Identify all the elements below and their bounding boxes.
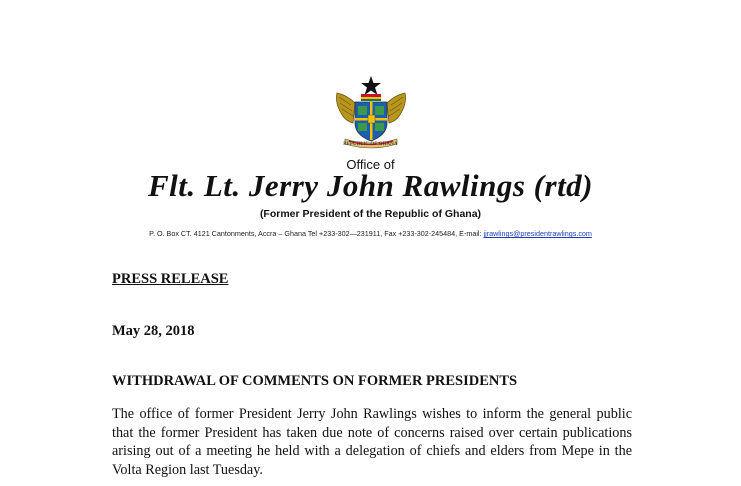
office-holder-name: Flt. Lt. Jerry John Rawlings (rtd) (147, 168, 594, 203)
office-of-label: Office of (346, 157, 395, 172)
body-paragraph: The office of former President Jerry John Rawlings wishes to inform the general public that the former President has taken due note of concerns raised over certain publications arising out of a meeting he held with a delegation of chiefs and elders from Mepe in the Volta Region last Tuesday. (112, 406, 632, 478)
office-holder-subtitle: (Former President of the Republic of Ghana) (259, 208, 482, 220)
release-date: May 28, 2018 (112, 323, 195, 339)
crest-caption: REPUBLIC OF GHANA (343, 142, 398, 147)
contact-line (0, 229, 741, 238)
ghana-coat-of-arms-icon (331, 73, 411, 153)
release-heading: WITHDRAWAL OF COMMENTS ON FORMER PRESIDENTS (112, 373, 518, 389)
contact-address: P. O. Box CT. 4121 Cantonments, Accra – Ghana Tel +233-302—231911, Fax +233-302-245484, E-mail: (149, 229, 482, 238)
press-release-label: PRESS RELEASE (112, 271, 229, 287)
email-link[interactable]: jjrawlings@presidentrawlings.com (483, 229, 592, 238)
